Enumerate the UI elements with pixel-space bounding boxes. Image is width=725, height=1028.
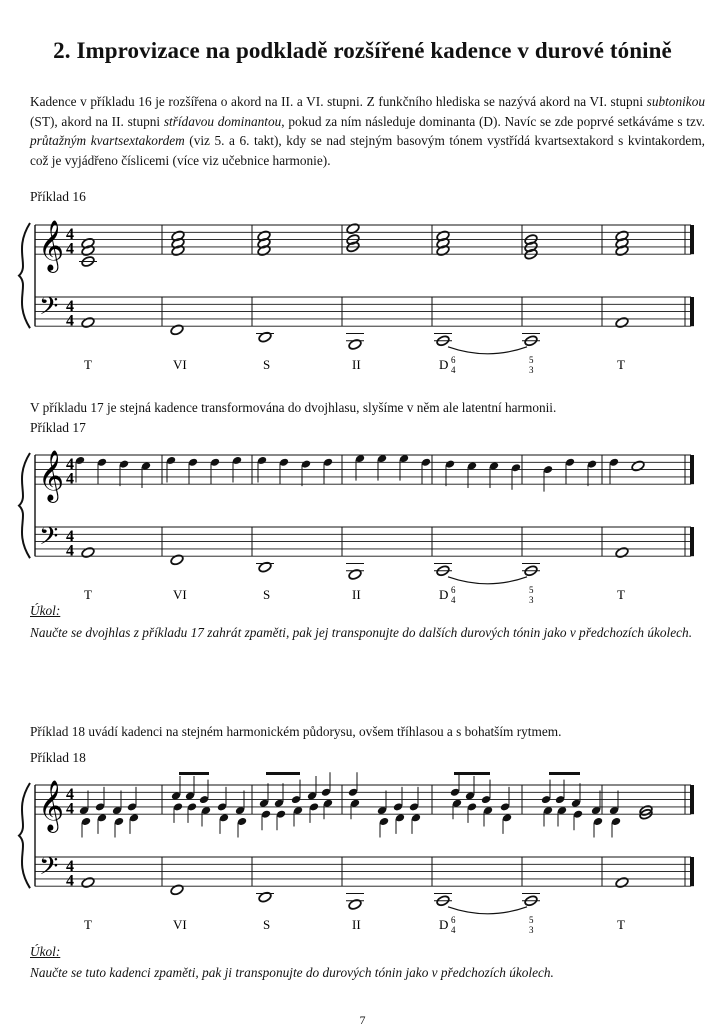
figure-lower: 4	[451, 925, 456, 936]
bass-whole-note	[81, 876, 96, 888]
bass-whole-note	[170, 884, 185, 896]
intro-paragraph	[30, 92, 705, 170]
time-signature-numerator: 4	[66, 858, 74, 875]
final-barline	[690, 455, 694, 484]
beam	[549, 772, 580, 775]
function-label: II	[352, 917, 361, 933]
time-signature-numerator: 4	[66, 528, 74, 545]
example-18-intro: Příklad 18 uvádí kadenci na stejném harmonickém půdorysu, ovšem tříhlasou a s bohatším rytmem.	[30, 724, 562, 739]
example-17-label: Příklad 17	[30, 420, 86, 435]
function-label: II	[352, 587, 361, 603]
page-number: 7	[359, 1013, 366, 1027]
tie	[448, 577, 527, 584]
bass-whole-note	[81, 546, 96, 558]
treble-clef: 𝄞	[38, 220, 65, 272]
function-label: D	[439, 587, 449, 603]
bass-whole-note	[348, 898, 363, 910]
time-signature-denominator: 4	[66, 872, 74, 890]
final-barline	[690, 297, 694, 326]
function-label: VI	[173, 357, 187, 373]
beam	[266, 772, 300, 775]
figure-upper: 5	[529, 585, 534, 596]
bass-whole-note	[170, 324, 185, 336]
example-16-label: Příklad 16	[30, 189, 86, 204]
final-barline	[690, 225, 694, 254]
intro-text-3: , pokud za ním následuje dominanta (D). Navíc se zde poprvé setkáváme s tzv.	[281, 113, 705, 129]
bass-clef: 𝄢	[39, 522, 59, 557]
intro-text-4: (viz 5. a 6. takt), kdy se nad stejným basovým tónem vystřídá kvartsextakord s kvintakordem, což je vyjádřeno číslicemi (více viz učebnice harmonie).	[30, 133, 706, 168]
function-label: T	[84, 587, 92, 603]
intro-term-subtonika: subtonikou	[646, 94, 705, 109]
intro-text-1: Kadence v příkladu 16 je rozšířena o akord na II. a VI. stupni. Z funkčního hlediska se nazývá akord na VI. stupni	[30, 94, 647, 109]
intro-text-2: (ST), akord na II. stupni	[30, 113, 164, 129]
bass-whole-note	[348, 338, 363, 350]
time-signature-denominator: 4	[66, 312, 74, 330]
figure-lower: 4	[451, 365, 456, 376]
function-label: D	[439, 917, 449, 933]
intro-term-stridava-dominanta: střídavou dominantou	[163, 113, 282, 129]
treble-whole-note	[346, 222, 361, 234]
beam	[179, 772, 209, 775]
figure-lower: 3	[529, 925, 534, 936]
example-18-score	[0, 770, 725, 936]
function-label: S	[263, 357, 271, 373]
figure-upper: 5	[529, 915, 534, 926]
bass-clef: 𝄢	[39, 292, 59, 327]
tie	[448, 347, 527, 354]
figure-upper: 5	[529, 355, 534, 366]
final-barline	[690, 527, 694, 556]
bass-whole-note	[170, 554, 185, 566]
figure-lower: 4	[451, 595, 456, 606]
function-label: S	[263, 587, 271, 603]
page-title: 2. Improvizace na podkladě rozšířené kadence v durové tónině	[53, 38, 672, 63]
time-signature-denominator: 4	[66, 470, 74, 488]
treble-clef: 𝄞	[38, 450, 65, 502]
example-17-intro: V příkladu 17 je stejná kadence transformována do dvojhlasu, slyšíme v něm ale latentní harmonii.	[30, 400, 557, 415]
treble-clef: 𝄞	[38, 780, 65, 832]
function-label: T	[617, 587, 625, 603]
figure-lower: 3	[529, 595, 534, 606]
time-signature-numerator: 4	[66, 298, 74, 315]
function-label: T	[84, 917, 92, 933]
example-16-score	[0, 210, 725, 376]
task-2-text: Naučte se tuto kadenci zpaměti, pak ji transponujte do durových tónin jako v předchozích úkolech.	[30, 965, 554, 980]
figure-lower: 3	[529, 365, 534, 376]
bass-whole-note	[258, 331, 273, 343]
task-1-title: Úkol:	[30, 603, 61, 618]
brace	[19, 453, 30, 558]
bass-whole-note	[258, 891, 273, 903]
task-2-title: Úkol:	[30, 944, 61, 959]
bass-whole-note	[81, 316, 96, 328]
function-label: VI	[173, 587, 187, 603]
time-signature-denominator: 4	[66, 800, 74, 818]
tie	[448, 907, 527, 914]
function-label: VI	[173, 917, 187, 933]
task-1-text: Naučte se dvojhlas z příkladu 17 zahrát zpaměti, pak jej transponujte do dalších durových tónin jako v předchozích úkolech.	[30, 625, 693, 640]
function-label: T	[84, 357, 92, 373]
time-signature-denominator: 4	[66, 542, 74, 560]
function-label: T	[617, 357, 625, 373]
beam	[454, 772, 490, 775]
example-18-label: Příklad 18	[30, 750, 86, 765]
bass-clef: 𝄢	[39, 852, 59, 887]
time-signature-numerator: 4	[66, 226, 74, 243]
figure-upper: 6	[451, 355, 456, 366]
bass-whole-note	[348, 568, 363, 580]
final-barline	[690, 785, 694, 814]
bass-whole-note	[615, 876, 630, 888]
function-label: S	[263, 917, 271, 933]
figure-upper: 6	[451, 585, 456, 596]
example-17-score	[0, 440, 725, 606]
brace	[19, 783, 30, 888]
figure-upper: 6	[451, 915, 456, 926]
function-label: II	[352, 357, 361, 373]
time-signature-denominator: 4	[66, 240, 74, 258]
function-label: T	[617, 917, 625, 933]
brace	[19, 223, 30, 328]
bass-whole-note	[615, 316, 630, 328]
bass-whole-note	[615, 546, 630, 558]
function-label: D	[439, 357, 449, 373]
final-barline	[690, 857, 694, 886]
intro-term-kvartsextakord: průtažným kvartsextakordem	[30, 133, 185, 148]
time-signature-numerator: 4	[66, 786, 74, 803]
bass-whole-note	[258, 561, 273, 573]
time-signature-numerator: 4	[66, 456, 74, 473]
treble-whole-note	[631, 460, 646, 472]
